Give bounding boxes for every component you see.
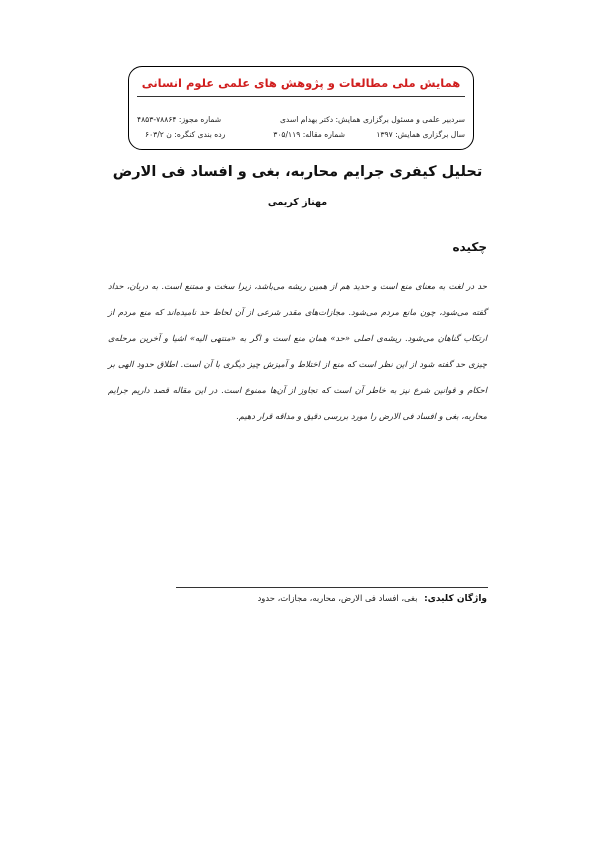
header-divider	[137, 96, 465, 97]
conference-year: سال برگزاری همایش: ۱۳۹۷	[376, 130, 465, 139]
congress-class-number: رده بندی کنگره: ن ۶۰۳/۲	[145, 130, 226, 139]
conference-header-box	[128, 66, 474, 150]
author-name: مهناز کریمی	[267, 197, 328, 208]
editor-line	[137, 115, 465, 127]
year-line	[137, 130, 465, 142]
keywords-label: واژگان کلیدی:	[424, 594, 487, 604]
license-number: شماره مجوز: ۷۸۸۶۴-۴۸۵۳	[137, 115, 222, 124]
conference-title: همایش ملی مطالعات و پژوهش های علمی علوم انسانی	[141, 76, 461, 90]
abstract-body: حد در لغت به معنای منع است و حدید هم از همین ریشه می‌باشد، زیرا سخت و ممتنع است. به دربان، حداد گفته می‌شود، چون مانع مردم می‌شود. مجازات‌های مقدر شرعی از آن لحاظ حد نامیده‌اند که منع مردم از ارتکاب گناهان می‌شود. ریشه‌ی اصلی «حد» همان منع است و اگر به «منتهی الیه» اشیا و آخرین مرحله‌ی چیزی حد گفته شود از این نظر است که منع از اختلاط و آمیزش چیز دیگری با آن است. اطلاق حدود الهی بر احکام و قوانین شرع نیز به خاطر آن است که تجاوز از آن‌ها ممنوع است. در این مقاله قصد داریم جرایم محاربه، بغی و افساد فی الارض را مورد بررسی دقیق و مداقه قرار دهیم.	[108, 281, 487, 421]
paper-title: تحلیل کیفری جرایم محاربه، بغی و افساد فی الارض	[112, 164, 483, 180]
keywords-line	[258, 593, 487, 604]
article-number: شماره مقاله: ۳۰۵/۱۱۹	[273, 130, 345, 139]
abstract-heading: چکیده	[452, 240, 487, 254]
keywords-divider	[176, 587, 488, 588]
editor-text: سردبیر علمی و مسئول برگزاری همایش: دکتر بهدام اسدی	[279, 115, 465, 124]
keywords-text: بغی، افساد فی الارض، محاربه، مجازات، حدود	[257, 593, 418, 603]
